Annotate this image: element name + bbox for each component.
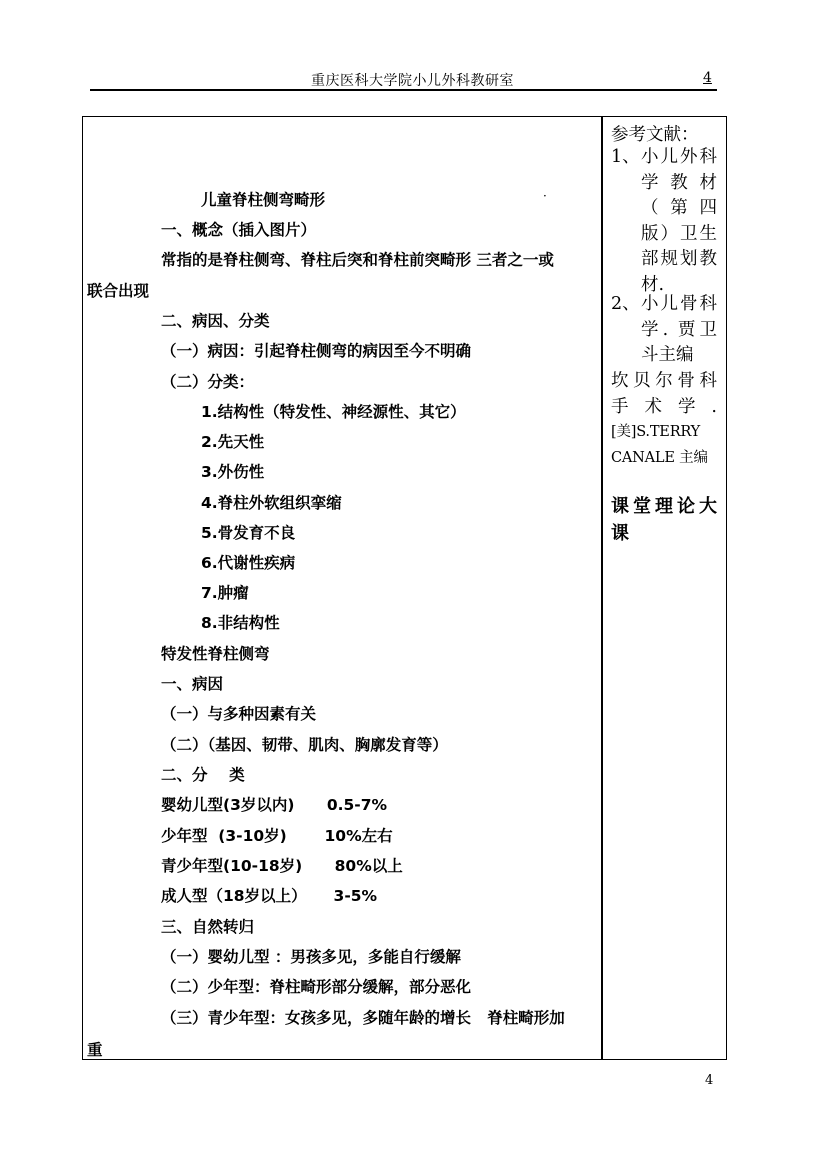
lecture-type-line: 课 bbox=[611, 523, 629, 544]
page-header-title: 重庆医科大学院小儿外科教研室 bbox=[311, 73, 514, 89]
dot-mark: · bbox=[543, 189, 547, 203]
content-line: 青少年型(10-18岁) 80%以上 bbox=[161, 857, 403, 875]
reference-1-line: 部规划教 bbox=[641, 249, 717, 269]
content-line: （一）病因：引起脊柱侧弯的病因至今不明确 bbox=[161, 342, 472, 360]
reference-1-number: 1、 bbox=[611, 147, 640, 167]
reference-2-cont-line: CANALE 主编 bbox=[611, 449, 708, 466]
reference-1-line: 版）卫生 bbox=[641, 223, 717, 244]
reference-2-line: 斗主编 bbox=[641, 345, 694, 365]
reference-2-cont-line: 手 术 学 . bbox=[611, 396, 717, 417]
content-line: 常指的是脊柱侧弯、脊柱后突和脊柱前突畸形 三者之一或 bbox=[161, 251, 554, 269]
content-line: 一、概念（插入图片） bbox=[161, 221, 317, 239]
reference-1 bbox=[611, 145, 717, 298]
lecture-type-label bbox=[611, 493, 717, 547]
references-column bbox=[605, 117, 723, 1059]
content-line: 2.先天性 bbox=[201, 433, 265, 451]
reference-2-line: 学. 贾卫 bbox=[641, 319, 717, 340]
content-line: 4.脊柱外软组织挛缩 bbox=[201, 494, 342, 512]
references-title: 参考文献： bbox=[611, 125, 699, 145]
content-line: 5.骨发育不良 bbox=[201, 524, 296, 542]
content-table bbox=[82, 116, 727, 1060]
reference-1-line: 材. bbox=[641, 274, 665, 295]
content-line: 成人型（18岁以上） 3-5% bbox=[161, 887, 378, 905]
content-line: 婴幼儿型(3岁以内) 0.5-7% bbox=[161, 796, 388, 814]
content-line: 特发性脊柱侧弯 bbox=[161, 645, 270, 663]
column-divider bbox=[601, 117, 603, 1059]
content-line: 8.非结构性 bbox=[201, 614, 280, 632]
content-line: （一）婴幼儿型 ：男孩多见，多能自行缓解 bbox=[161, 948, 461, 966]
content-line: 6.代谢性疾病 bbox=[201, 554, 296, 572]
content-line: 重 bbox=[87, 1041, 103, 1059]
content-line: （一）与多种因素有关 bbox=[161, 705, 317, 723]
content-line: 3.外伤性 bbox=[201, 463, 265, 481]
lecture-type-line: 课堂理论大 bbox=[611, 496, 717, 517]
reference-1-line: 小儿外科 bbox=[641, 147, 717, 167]
reference-2-line: 小儿骨科 bbox=[641, 294, 717, 314]
content-line: 联合出现 bbox=[87, 282, 150, 300]
page-footer-number: 4 bbox=[705, 1073, 714, 1088]
reference-2-cont-line: [美]S.TERRY bbox=[611, 424, 701, 440]
content-line: 二、分 类 bbox=[161, 766, 245, 784]
content-line: （二）分类： bbox=[161, 373, 255, 391]
content-line: （三）青少年型：女孩多见，多随年龄的增长 脊柱畸形加 bbox=[161, 1009, 565, 1027]
content-line: （二）（基因、韧带、肌肉、胸廓发育等） bbox=[161, 736, 448, 754]
content-line: 三、自然转归 bbox=[161, 918, 255, 936]
page-header-number: 4 bbox=[703, 70, 712, 86]
reference-2 bbox=[611, 292, 717, 369]
reference-1-line: （ 第 四 bbox=[641, 198, 717, 218]
content-line: 一、病因 bbox=[161, 675, 224, 693]
content-line: 1.结构性（特发性、神经源性、其它） bbox=[201, 403, 466, 421]
content-line: 二、病因、分类 bbox=[161, 312, 270, 330]
reference-2-number: 2、 bbox=[611, 294, 640, 314]
reference-2-cont-line: 坎贝尔骨科 bbox=[611, 371, 717, 391]
lecture-content-column bbox=[83, 117, 601, 1059]
content-line: 7.肿瘤 bbox=[201, 584, 249, 602]
content-line: 少年型 (3-10岁) 10%左右 bbox=[161, 827, 393, 845]
header-rule bbox=[90, 89, 717, 91]
reference-1-line: 学 教 材 bbox=[641, 172, 717, 193]
content-line: （二）少年型：脊柱畸形部分缓解，部分恶化 bbox=[161, 978, 472, 996]
section-title: 儿童脊柱侧弯畸形 bbox=[201, 191, 326, 209]
reference-2-continued bbox=[611, 369, 717, 471]
